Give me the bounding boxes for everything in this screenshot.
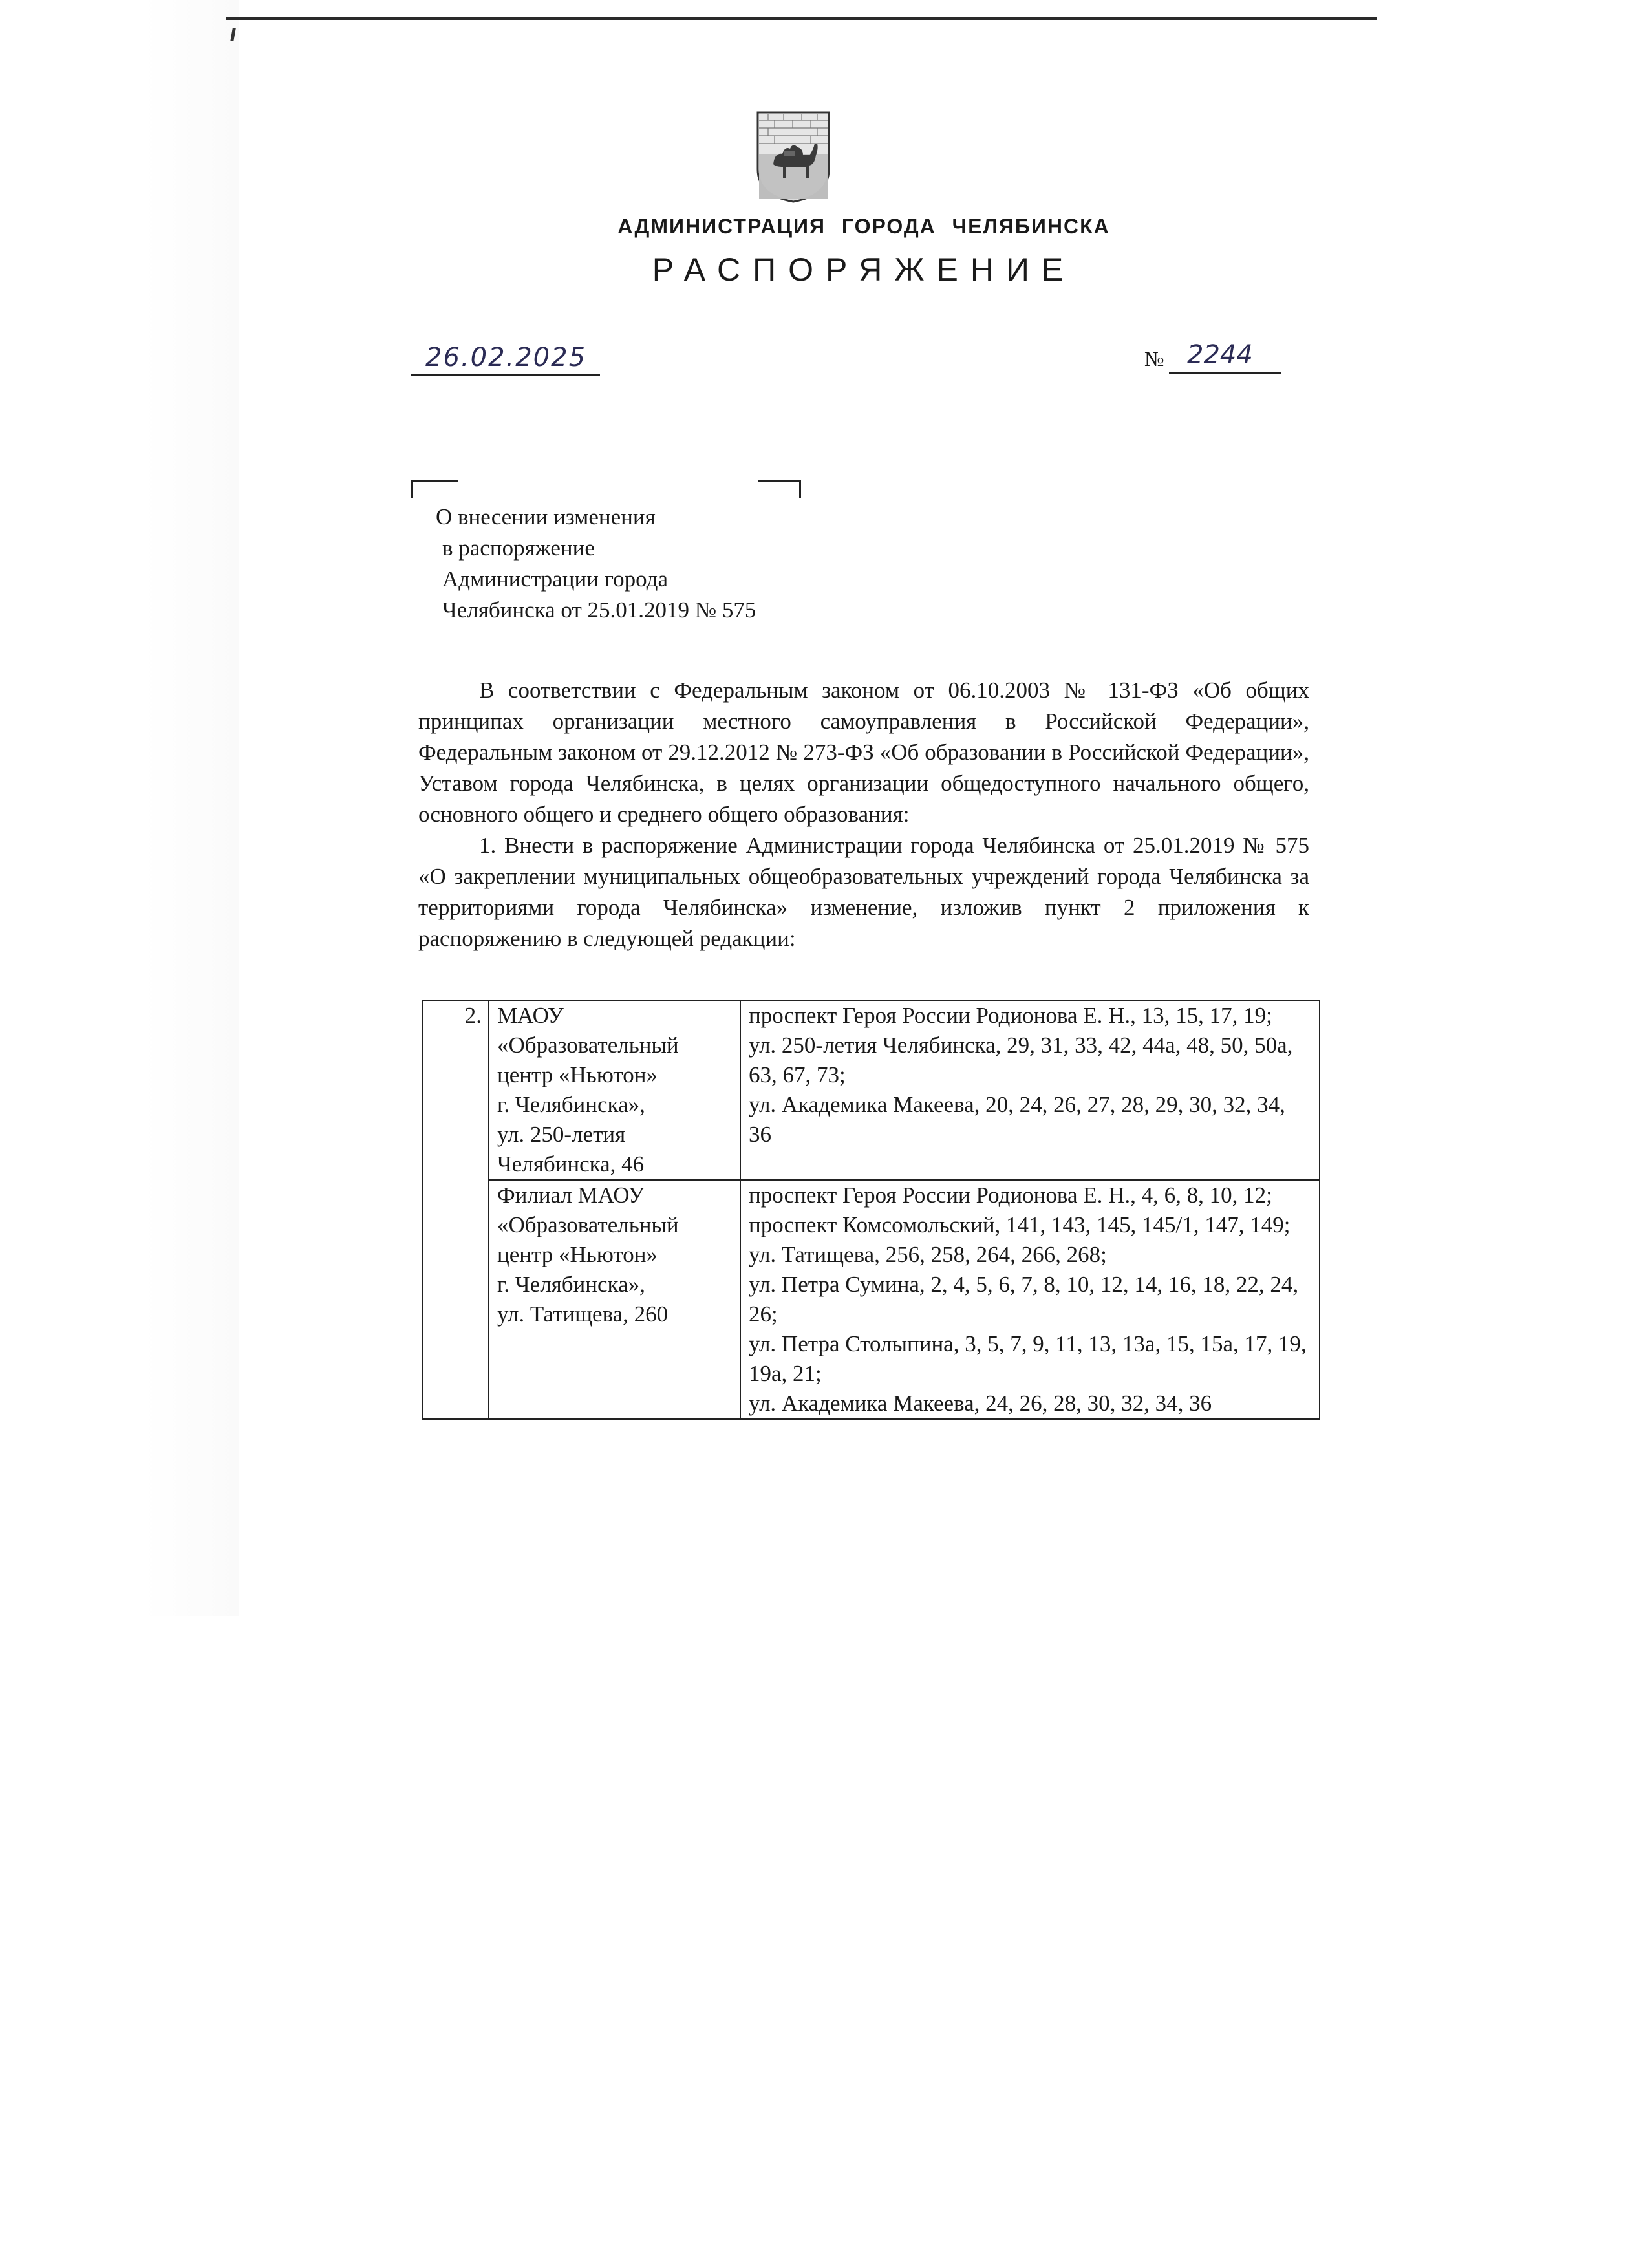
school-name-line: ул. 250-летия bbox=[497, 1122, 626, 1147]
school-name-line: ул. Татищева, 260 bbox=[497, 1301, 669, 1327]
subject-line: в распоряжение bbox=[442, 535, 595, 561]
subject-line: Челябинска от 25.01.2019 № 575 bbox=[442, 597, 756, 623]
item-number-cell: 2. bbox=[423, 1000, 489, 1419]
subject-bracket-right bbox=[758, 480, 801, 498]
school-name-line: г. Челябинска», bbox=[497, 1272, 645, 1297]
table-row bbox=[423, 1000, 1320, 1180]
subject-bracket-left bbox=[411, 480, 458, 498]
subject-line: О внесении изменения bbox=[436, 504, 656, 530]
addresses-cell bbox=[740, 1000, 1320, 1180]
address-entry: ул. Татищева, 256, 258, 264, 266, 268; bbox=[749, 1242, 1107, 1267]
school-name-line: центр «Ньютон» bbox=[497, 1062, 658, 1087]
table-row bbox=[423, 1180, 1320, 1419]
address-entry: ул. Петра Столыпина, 3, 5, 7, 9, 11, 13, 13а, 15, 15а, 17, 19, 19а, 21; bbox=[749, 1331, 1307, 1386]
school-name-line: Филиал МАОУ bbox=[497, 1182, 645, 1208]
item-1-paragraph: 1. Внести в распоряжение Администрации города Челябинска от 25.01.2019 № 575 «О закреплении муниципальных общеобразовательных учреждений города Челябинска за территориями города Челябинска» изменение, изложив пункт 2 приложения к распоряжению в следующей редакции: bbox=[418, 833, 1309, 951]
registration-number-field bbox=[1144, 337, 1281, 374]
address-entry: ул. Петра Сумина, 2, 4, 5, 6, 7, 8, 10, 12, 14, 16, 18, 22, 24, 26; bbox=[749, 1272, 1299, 1327]
document-type: РАСПОРЯЖЕНИЕ bbox=[652, 251, 1076, 288]
number-sign: № bbox=[1144, 347, 1164, 370]
school-territory-table bbox=[422, 1000, 1320, 1420]
school-name-line: «Образовательный bbox=[497, 1212, 679, 1237]
address-entry: ул. Академика Макеева, 24, 26, 28, 30, 32, 34, 36 bbox=[749, 1391, 1212, 1416]
school-name-cell bbox=[489, 1180, 740, 1419]
school-name-line: Челябинска, 46 bbox=[497, 1151, 645, 1177]
address-entry: ул. 250-летия Челябинска, 29, 31, 33, 42, 44а, 48, 50, 50а, 63, 67, 73; bbox=[749, 1032, 1293, 1087]
chelyabinsk-coat-of-arms-icon bbox=[755, 110, 831, 204]
address-entry: проспект Героя России Родионова Е. Н., 13, 15, 17, 19; bbox=[749, 1003, 1272, 1028]
address-entry: проспект Комсомольский, 141, 143, 145, 145/1, 147, 149; bbox=[749, 1212, 1291, 1237]
preamble-paragraph: В соответствии с Федеральным законом от 06.10.2003 № 131-ФЗ «Об общих принципах организации местного самоуправления в Российской Федерации», Федеральным законом от 29.12.2012 № 273-ФЗ «Об образовании в Российской Федерации», Уставом города Челябинска, в целях организации общедоступного начального общего, основного общего и среднего общего образования: bbox=[418, 678, 1309, 827]
registration-number: 2244 bbox=[1187, 340, 1253, 370]
scan-shadow bbox=[0, 0, 239, 1616]
subject-line: Администрации города bbox=[442, 566, 668, 592]
school-name-line: центр «Ньютон» bbox=[497, 1242, 658, 1267]
school-name-line: «Образовательный bbox=[497, 1032, 679, 1058]
school-name-line: МАОУ bbox=[497, 1003, 564, 1028]
school-name-cell bbox=[489, 1000, 740, 1180]
document-subject bbox=[436, 502, 756, 626]
scan-top-edge bbox=[226, 17, 1377, 20]
registration-date: 26.02.2025 bbox=[425, 343, 587, 372]
school-name-line: г. Челябинска», bbox=[497, 1092, 645, 1117]
organization-name: АДМИНИСТРАЦИЯ ГОРОДА ЧЕЛЯБИНСКА bbox=[617, 215, 1110, 238]
addresses-cell bbox=[740, 1180, 1320, 1419]
number-underline bbox=[1169, 372, 1281, 374]
address-entry: ул. Академика Макеева, 20, 24, 26, 27, 28, 29, 30, 32, 34, 36 bbox=[749, 1092, 1285, 1147]
document-body bbox=[418, 675, 1309, 954]
address-entry: проспект Героя России Родионова Е. Н., 4, 6, 8, 10, 12; bbox=[749, 1182, 1272, 1208]
registration-date-field bbox=[411, 339, 600, 376]
